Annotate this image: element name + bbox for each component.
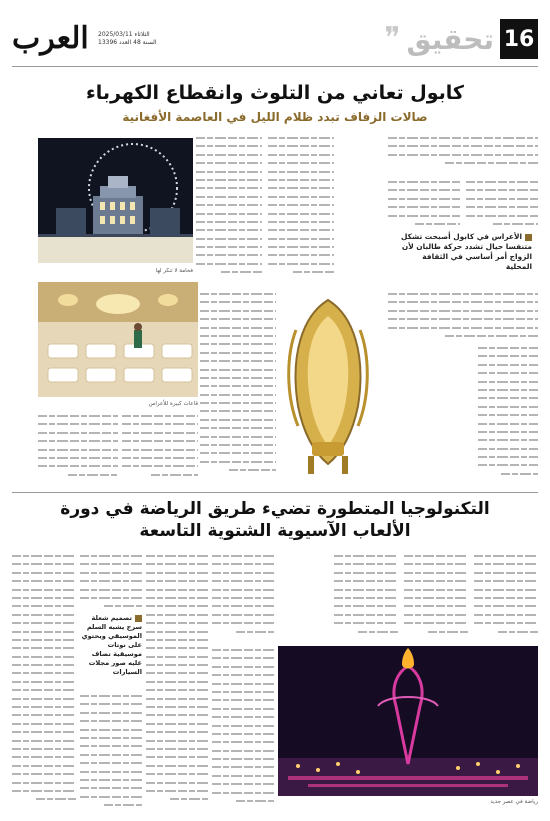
story1-pull-quote: [400, 232, 532, 272]
issue-info: [98, 31, 158, 47]
section-title: تحقيق: [406, 22, 494, 56]
story2-column-e: [146, 552, 208, 812]
story1-pull-quote-text: الأعراس في كابول أصبحت تشكل متنفسا حيال تشدد حركة طالبان لأن الزواج أمر أساسي في الثقافة المحلية: [401, 232, 532, 271]
story2-column-d: [212, 552, 274, 642]
story1-column-a: [466, 178, 538, 230]
pull-quote-marker: [135, 615, 142, 622]
newspaper-logo: العرب: [12, 21, 89, 56]
story1-column-e: [268, 134, 334, 284]
issue-number: السنة 48 العدد 13396: [98, 39, 157, 46]
story1-column-f: [196, 134, 262, 284]
story2-column-b: [404, 552, 468, 642]
story1-intro: [388, 134, 538, 174]
golden-chair-illustration: [282, 286, 374, 478]
story1-column-h: [38, 412, 118, 484]
winter-games-torch-image: [278, 646, 538, 796]
wedding-hall-interior-image: [38, 282, 198, 397]
story1-column-d: [478, 344, 538, 484]
story2-pull-quote: [80, 614, 142, 677]
story2-column-g: [80, 692, 142, 812]
story1-column-g: [200, 290, 276, 480]
story2-column-a: [474, 552, 538, 642]
story1-headline: كابول تعاني من التلوث وانقطاع الكهرباء: [86, 82, 464, 104]
story2-headline-line1: التكنولوجيا المتطورة تضيء طريق الرياضة في دورة: [60, 499, 490, 519]
caption-hall-interior: قاعات كبيرة للأعراس: [148, 401, 198, 407]
torch-ceremony-illustration: [278, 646, 538, 796]
story1-column-b: [388, 178, 460, 230]
story1-column-c: [388, 290, 538, 340]
story2-column-c: [334, 552, 398, 642]
story2-column-i: [212, 646, 274, 812]
story1-subhead: صالات الزفاف تبدد ظلام الليل في العاصمة الأفغانية: [122, 110, 428, 124]
story2-column-h: [12, 552, 76, 812]
caption-night-hall: فخامة لا تنكر لها: [155, 268, 193, 274]
pull-quote-marker: [525, 234, 532, 241]
wedding-hall-night-illustration: [38, 138, 193, 263]
wedding-hall-night-image: [38, 138, 193, 263]
issue-date: الثلاثاء 2025/03/11: [98, 31, 150, 38]
header-divider: [12, 66, 538, 67]
story1-column-i: [122, 412, 198, 484]
caption-torch: رياضة في عصر جديد: [490, 799, 538, 805]
quote-mark-icon: ❞: [384, 21, 401, 56]
story-divider: [12, 492, 538, 493]
golden-chair-image: [282, 286, 374, 478]
story2-headline-line2: الألعاب الآسيوية الشتوية التاسعة: [139, 521, 411, 541]
wedding-hall-interior-illustration: [38, 282, 198, 397]
page-number: 16: [500, 19, 538, 59]
story2-column-f: [80, 552, 142, 612]
story2-pull-quote-text: تصميم شعلة سرج يشبه السلم الموسيقي ويحتوي على نوتات موسيقية تضاف عليه صور مجلات السيارات: [81, 614, 142, 676]
story2-headline: [12, 498, 538, 542]
masthead: [12, 14, 538, 64]
